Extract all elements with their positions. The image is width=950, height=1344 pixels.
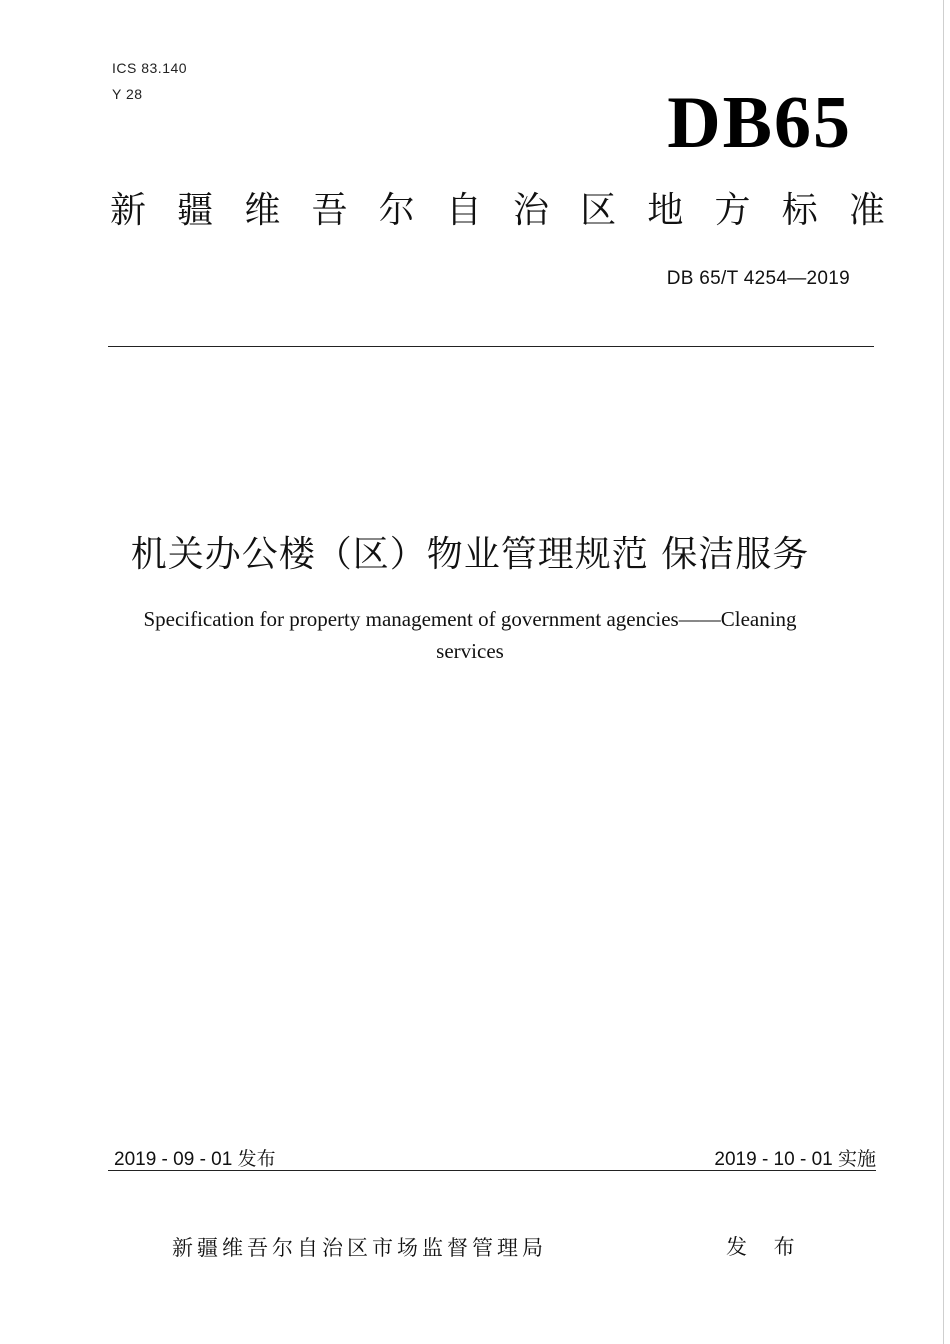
standard-type-char: 吾 [311, 190, 348, 231]
standard-type-char: 维 [244, 190, 281, 231]
standard-type-char: 方 [714, 190, 751, 231]
title-english-line-2: services [436, 639, 504, 663]
standard-code-logo: DB65 [667, 82, 852, 164]
ics-code: ICS 83.140 [112, 60, 188, 76]
standard-type-char: 标 [781, 190, 818, 231]
ccs-code: Y 28 [112, 86, 143, 102]
standard-type-char: 准 [848, 190, 885, 231]
top-divider [108, 346, 874, 347]
standard-type-heading [110, 190, 885, 231]
standard-type-char: 区 [580, 190, 617, 231]
standard-type-char: 疆 [177, 190, 214, 231]
standard-type-char: 新 [110, 190, 147, 231]
title-english-line-1: Specification for property management of government agencies——Cleaning [143, 607, 797, 631]
standard-type-char: 尔 [378, 190, 415, 231]
bottom-divider [108, 1170, 876, 1171]
document-title-english [110, 603, 830, 667]
scan-edge-line [943, 0, 944, 1344]
issuing-authority: 新疆维吾尔自治区市场监督管理局 [172, 1236, 547, 1260]
issue-date: 2019 - 09 - 01 发布 [114, 1149, 276, 1170]
standard-type-char: 地 [647, 190, 684, 231]
issue-label: 发 布 [726, 1235, 805, 1259]
document-title-chinese: 机关办公楼（区）物业管理规范 保洁服务 [130, 534, 810, 575]
standard-type-char: 自 [445, 190, 482, 231]
standard-number: DB 65/T 4254—2019 [666, 268, 850, 289]
implementation-date: 2019 - 10 - 01 实施 [714, 1149, 876, 1170]
standard-type-char: 治 [513, 190, 550, 231]
